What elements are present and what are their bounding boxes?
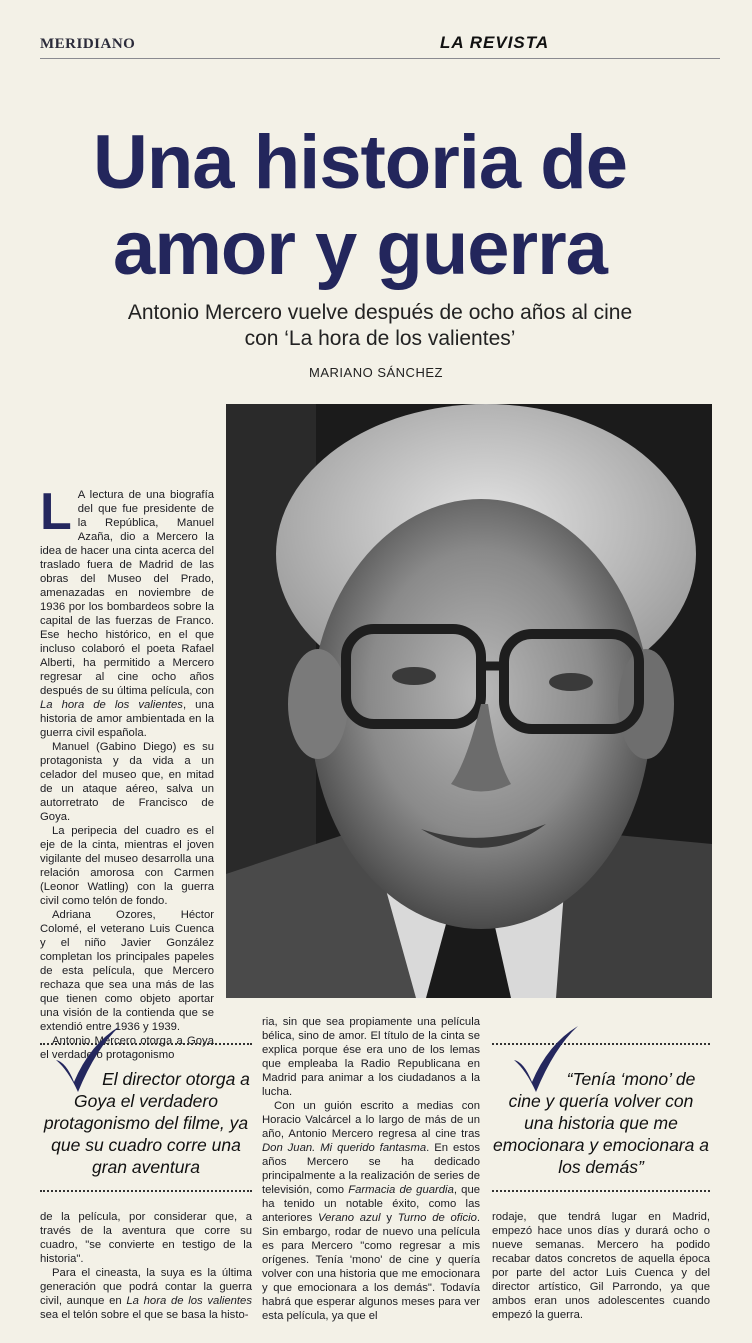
header-rule: [40, 58, 720, 59]
paragraph-10: rodaje, que tendrá lugar en Madrid, empezó hace unos días y durará ocho o nueve semanas. Mercero ha podido recabar datos concretos de aquella época por parte del actor Luis Cuenca y del director artístico, Gil Parrondo, ya que ambos eran unos adolescentes cuando empezó la guerra.: [492, 1211, 710, 1321]
article-column-1: [40, 483, 214, 1061]
portrait-photo: [226, 404, 712, 998]
article-column-middle: [262, 1015, 480, 1335]
article-column-bottom-right: [492, 1210, 710, 1335]
paragraph-4: Adriana Ozores, Héctor Colomé, el veterano Luis Cuenca y el niño Javier González completan los principales papeles de esta película, que Mercero rechaza que sea una más de las que tienen como objeto aportar una visión de la contienda que se extendió entre 1936 y 1939.: [40, 909, 214, 1033]
subheadline-line-2: con ‘La hora de los valientes’: [244, 327, 516, 350]
section-name: MERIDIANO: [40, 36, 136, 52]
paragraph-9-a: Con un guión escrito a medias con Horacio Valcárcel a lo largo de más de un año, Antonio Mercero regresa al cine tras: [262, 1100, 480, 1140]
paragraph-8: ria, sin que sea propiamente una película bélica, sino de amor. El título de la cinta se explica porque ése era uno de los lemas que empleaba la Radio Republicana en Madrid para animar a los ciudadanos a la lucha.: [262, 1016, 480, 1098]
paragraph-5: Antonio Mercero otorga a Goya el verdadero protagonismo: [40, 1035, 214, 1061]
drop-cap: L: [40, 483, 72, 541]
headline-line-2: amor y guerra: [113, 206, 607, 291]
headline-line-1: Una historia de: [93, 120, 627, 205]
quote-right-rule-bottom: [492, 1190, 710, 1192]
paragraph-9-d: y: [386, 1212, 392, 1224]
paragraph-9: [262, 1099, 480, 1323]
portrait-illustration: [226, 404, 712, 998]
series-title-1: Farmacia de guardia: [348, 1184, 454, 1196]
subheadline-line-1: Antonio Mercero vuelve después de ocho años al cine: [127, 301, 633, 324]
subheadline: [60, 300, 700, 352]
paragraph-1-text: A lectura de una biografía del que fue presidente de la República, Manuel Azaña, dio a Mercero la idea de hacer una cinta acerca del traslado fuera de Madrid de las obras del Museo del Prado, amenazadas en noviembre de 1936 por los bombardeos sobre la capital de las fuerzas de Franco. Ese hecho histórico, en el que incluso colaboró el poeta Rafael Alberti, ha permitido a Mercero regresar al cine ocho años después de su última película, con: [40, 489, 214, 697]
paragraph-9-c: , que ha tenido un notable éxito, como las anteriores: [262, 1184, 481, 1224]
paragraph-1-end: , una historia de amor ambientada en la guerra civil española.: [40, 699, 214, 739]
film-title: La hora de los valientes: [40, 699, 183, 711]
series-title-3: Turno de oficio: [397, 1212, 477, 1224]
pull-quote-right-text: “Tenía ‘mono’ de cine y quería volver con una historia que me emocionara y emocionara a los demás”: [493, 1069, 709, 1177]
series-title-2: Verano azul: [318, 1212, 381, 1224]
byline: MARIANO SÁNCHEZ: [309, 365, 443, 380]
article-column-bottom-left: [40, 1210, 252, 1335]
pull-quote-right: [492, 1068, 710, 1178]
paragraph-7-text: Para el cineasta, la suya es la última generación que podrá contar la guerra civil, aunque en: [40, 1267, 252, 1307]
film-title-3: Don Juan. Mi querido fantasma: [262, 1142, 427, 1154]
film-title-2: La hora de los valientes: [126, 1295, 252, 1307]
paragraph-6: de la película, por considerar que, a través de la aventura que corre su cuadro, "se convierte en testigo de la historia".: [40, 1211, 252, 1265]
paragraph-7-end: sea el telón sobre el que se basa la histo-: [40, 1309, 249, 1321]
magazine-title: LA REVISTA: [440, 33, 550, 52]
paragraph-1: [40, 483, 214, 740]
pull-quote-left-text: El director otorga a Goya el verdadero protagonismo del filme, ya que su cuadro corre una gran aventura: [43, 1069, 250, 1177]
quote-left-rule-bottom: [40, 1190, 252, 1192]
paragraph-9-e: . Sin embargo, rodar de nuevo una película es para Mercero "como regresar a mis orígenes. Tenía 'mono' de cine y quería volver con una historia que me emocionara y que emocionara a los demás". Todavía habrá que esperar algunos meses para ver esta película, ya que el: [262, 1212, 481, 1322]
headline: [0, 120, 720, 292]
pull-quote-left: [40, 1068, 252, 1178]
paragraph-9-b: . En estos años Mercero se ha dedicado principalmente a la realización de series de televisión, como: [262, 1142, 480, 1196]
paragraph-7: [40, 1266, 252, 1322]
paragraph-3: La peripecia del cuadro es el eje de la cinta, mientras el joven vigilante del museo desarrolla una relación amorosa con Carmen (Leonor Watling) con la guerra civil como telón de fondo.: [40, 825, 214, 907]
paragraph-2: Manuel (Gabino Diego) es su protagonista y da vida a un celador del museo que, en mitad de un ataque aéreo, salva un autorretrato de Francisco de Goya.: [40, 741, 214, 823]
